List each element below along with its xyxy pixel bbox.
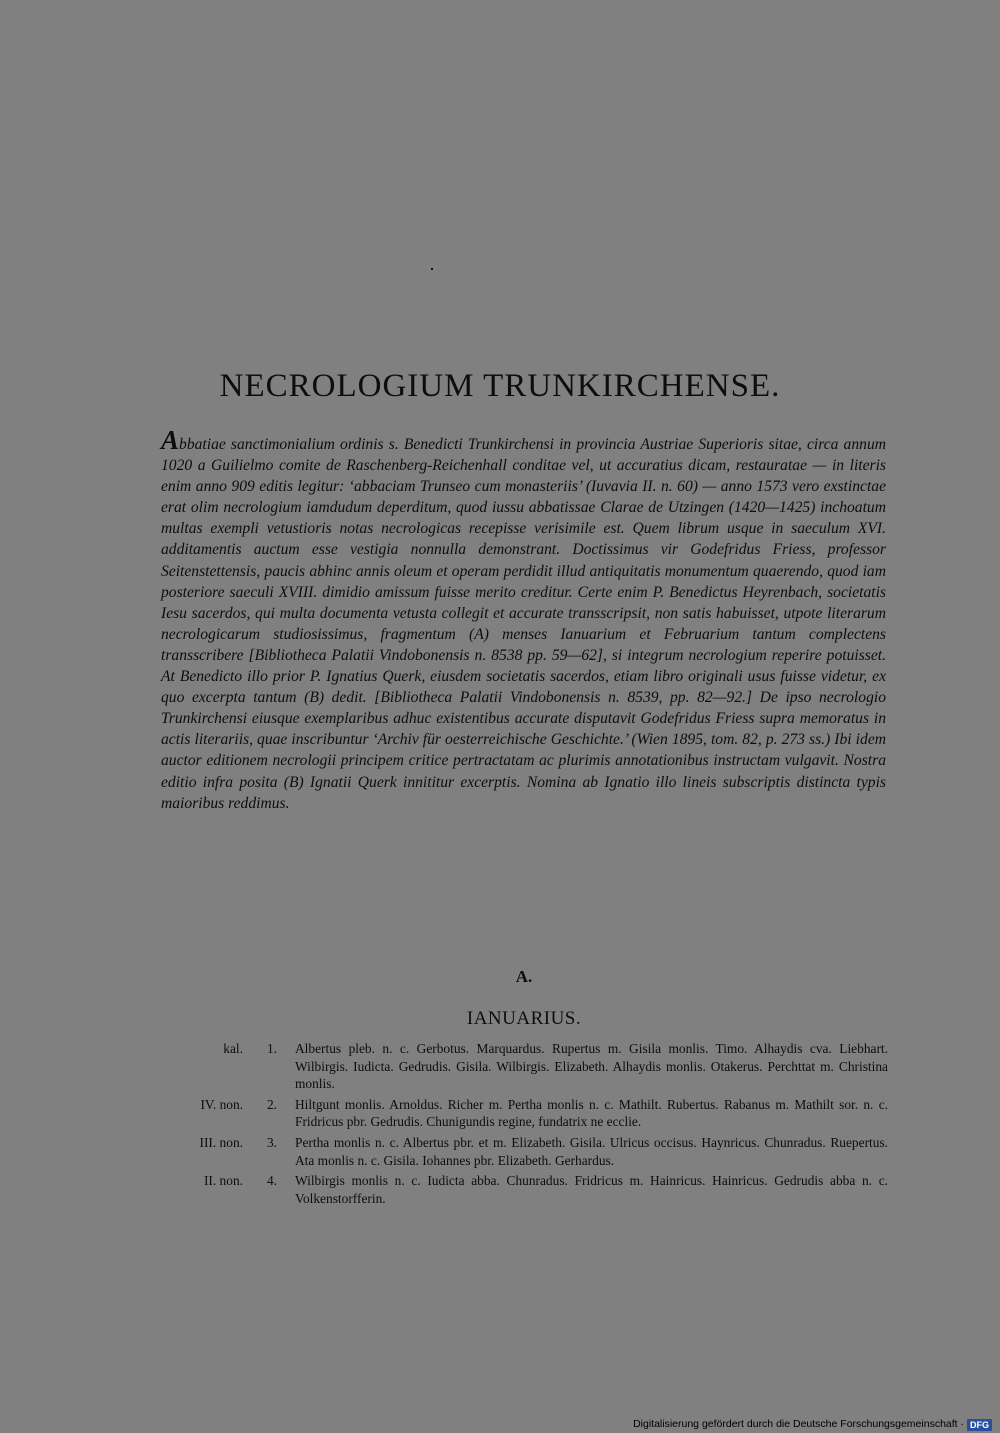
month-heading: IANUARIUS.: [466, 1008, 582, 1029]
necrology-entry: [160, 1134, 888, 1169]
drop-initial: A: [161, 425, 180, 455]
necrology-entry: [160, 1172, 888, 1207]
entry-names: Pertha monlis n. c. Albertus pbr. et m. Elizabeth. Gisila. Ulricus occisus. Haynricus. Chunradus. Ruepertus. Ata monlis n. c. Gisila. Iohannes pbr. Elizabeth. Gerhardus.: [295, 1134, 888, 1168]
digitization-credit: [633, 1418, 992, 1431]
intro-paragraph: [161, 425, 886, 814]
day-number: 1.: [266, 1041, 277, 1056]
roman-day: kal.: [223, 1041, 243, 1056]
intro-text: bbatiae sanctimonialium ordinis s. Benedicti Trunkirchensi in provincia Austriae Superioris sitae, circa annum 1020 a Guilielmo comite de Raschenberg-Reichenhall conditae vel, ut accuratius dicam, restauratae — in literis enim anno 909 editis legitur: ‘abbaciam Trunseo cum monasteriis’ (Iuvavia II. n. 60) — anno 1573 vero exstinctae erat olim necrologium iamdudum deperditum, quod iussu abbatissae Clarae de Utzingen (1420—1425) inchoatum multas exempli vetustioris notas necrologicas recepisse verisimile est. Quem librum usque in saeculum XVI. additamentis auctum esse vestigia nonnulla demonstrant. Doctissimus vir Godefridus Friess, professor Seitenstettensis, paucis abhinc annis oleum et operam perdidit illud antiquitatis monumentum quaerendo, quod iam posteriore saeculi XVIII. dimidio amissum fuisse merito creditur. Certe enim P. Benedictus Heyrenbach, societatis Iesu sacerdos, qui multa documenta vetusta collegit et accurate transscripsit, non satis habuisset, utpote literarum necrologicarum studiosissimus, fragmentum (A) menses Ianuarium et Februarium tantum complectens transscribere [Bibliotheca Palatii Vindobonensis n. 8538 pp. 59—62], si integrum necrologium reperire potuisset. At Benedicto illo prior P. Ignatius Querk, eiusdem societatis sacerdos, etiam libro originali usus fuisse videtur, ex quo excerpta tantum (B) dedit. [Bibliotheca Palatii Vindobonensis n. 8539, pp. 82—92.] De ipso necrologio Trunkirchensi eiusque exemplaribus adhuc existentibus accurate disputavit Godefridus Friess supra memoratus in actis literariis, quae inscribuntur ‘Archiv für oesterreichische Geschichte.’ (Wien 1895, tom. 82, p. 273 ss.) Ibi idem auctor editionem necrologii principem critice pertractatam ac plurimis annotationibus instructam vulgavit. Nostra editio infra posita (B) Ignatii Querk innititur excerptis. Nomina ab Ignatio illo lineis subscriptis distincta typis maioribus reddimus.: [161, 436, 886, 812]
section-letter: A.: [515, 967, 533, 986]
roman-day: III. non.: [199, 1134, 243, 1150]
day-number: 4.: [266, 1173, 277, 1189]
entry-names: Wilbirgis monlis n. c. Iudicta abba. Chunradus. Fridricus m. Hainricus. Hainricus. Gedrudis abba n. c. Volkenstorfferin.: [295, 1173, 888, 1206]
entry-names: Hiltgunt monlis. Arnoldus. Richer m. Pertha monlis n. c. Mathilt. Rubertus. Rabanus m. Mathilt sor. n. c. Fridricus pbr. Gedrudis. Chunigundis regine, fundatrix ne ecclie.: [295, 1096, 888, 1130]
dfg-logo: DFG: [967, 1419, 992, 1431]
day-number: 3.: [266, 1134, 277, 1150]
roman-day: IV. non.: [200, 1096, 243, 1112]
necrology-entry: [160, 1040, 888, 1093]
roman-day: II. non.: [203, 1173, 243, 1189]
credit-text: Digitalisierung gefördert durch die Deutsche Forschungsgemeinschaft ·: [633, 1418, 964, 1430]
page-title: NECROLOGIUM TRUNKIRCHENSE.: [219, 368, 781, 404]
scan-speck: [431, 268, 433, 270]
entry-names: Albertus pleb. n. c. Gerbotus. Marquardus. Rupertus m. Gisila monlis. Timo. Alhaydis cva. Liebhart. Wilbirgis. Iudicta. Gedrudis. Gisila. Wilbirgis. Elizabeth. Alhaydis monlis. Otakerus. Perchttat m. Christina monlis.: [295, 1041, 888, 1092]
necrology-entries: [160, 1040, 888, 1210]
day-number: 2.: [266, 1096, 277, 1112]
necrology-entry: [160, 1096, 888, 1131]
